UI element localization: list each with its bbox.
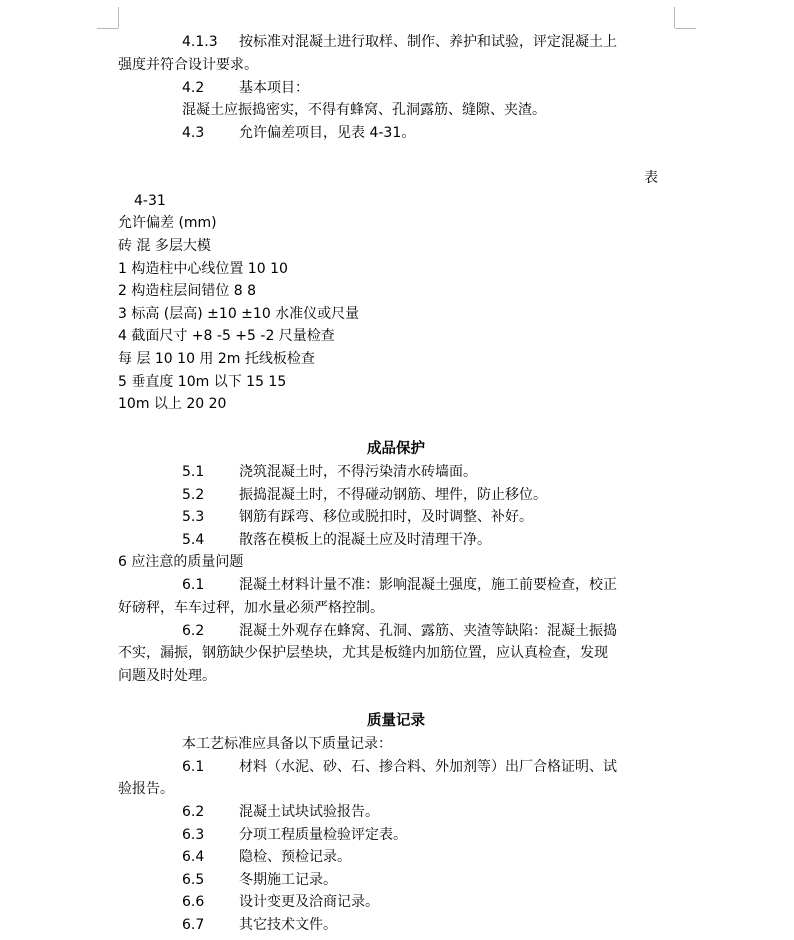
record-6-1	[118, 756, 617, 778]
table-line: 每 层 10 10 用 2m 托线板检查	[118, 351, 315, 367]
clause-number: 6.6	[182, 894, 205, 910]
record-6-5	[118, 869, 337, 891]
clause-text: 浇筑混凝土时，不得污染清水砖墙面。	[239, 464, 477, 480]
table-line: 5 垂直度 10m 以下 15 15	[118, 374, 287, 390]
paragraph-4-3	[118, 122, 415, 144]
clause-text: 基本项目：	[239, 80, 309, 96]
clause-text: 散落在模板上的混凝土应及时清理干净。	[239, 532, 491, 548]
clause-number: 6.7	[182, 917, 205, 933]
paragraph-4-2	[118, 77, 309, 99]
paragraph-6-2-cont: 不实，漏振，钢筋缺少保护层垫块，尤其是板缝内加筋位置，应认真检查，发现	[118, 645, 608, 661]
clause-text: 混凝土外观存在蜂窝、孔洞、露筋、夹渣等缺陷：混凝土振捣	[239, 623, 617, 639]
clause-number: 6.2	[182, 804, 205, 820]
clause-number: 5.4	[182, 532, 205, 548]
paragraph-5-1	[118, 461, 477, 483]
clause-text: 混凝土试块试验报告。	[239, 804, 379, 820]
crop-mark-top-left	[97, 28, 118, 29]
paragraph-5-2	[118, 484, 547, 506]
record-6-6	[118, 891, 379, 913]
clause-text: 冬期施工记录。	[239, 872, 337, 888]
clause-number: 6.5	[182, 872, 205, 888]
paragraph-4-1-3-cont: 强度并符合设计要求。	[118, 57, 258, 73]
crop-mark-top-right	[675, 28, 696, 29]
record-6-3	[118, 824, 407, 846]
clause-number: 4.1.3	[182, 34, 218, 50]
table-caption-number: 4-31	[134, 193, 166, 209]
clause-text: 振捣混凝土时，不得碰动钢筋、埋件，防止移位。	[239, 487, 547, 503]
clause-number: 5.2	[182, 487, 205, 503]
paragraph-5-4	[118, 529, 491, 551]
clause-number: 6.4	[182, 849, 205, 865]
paragraph-4-1-3	[118, 31, 617, 53]
record-6-7	[118, 914, 337, 936]
clause-text: 分项工程质量检验评定表。	[239, 827, 407, 843]
table-line: 10m 以上 20 20	[118, 396, 227, 412]
record-6-1-cont: 验报告。	[118, 781, 174, 797]
crop-mark-top-left	[118, 7, 119, 28]
paragraph-6-2	[118, 620, 617, 642]
clause-text: 允许偏差项目，见表 4-31。	[239, 125, 416, 141]
clause-text: 其它技术文件。	[239, 917, 337, 933]
table-caption-word: 表	[644, 170, 658, 186]
table-line: 允许偏差 (mm)	[118, 215, 217, 231]
table-line: 1 构造柱中心线位置 10 10	[118, 261, 288, 277]
clause-text: 按标准对混凝土进行取样、制作、养护和试验，评定混凝土上	[239, 34, 617, 50]
clause-number: 4.2	[182, 80, 205, 96]
table-line: 2 构造柱层间错位 8 8	[118, 283, 257, 299]
records-intro: 本工艺标准应具备以下质量记录：	[182, 736, 392, 752]
clause-number: 5.3	[182, 509, 205, 525]
clause-number: 6.2	[182, 623, 205, 639]
table-line: 砖 混 多层大模	[118, 238, 211, 254]
paragraph-4-2-body: 混凝土应振捣密实，不得有蜂窝、孔洞露筋、缝隙、夹渣。	[182, 102, 546, 118]
section-title-records: 质量记录	[367, 713, 425, 729]
section-heading-6: 6 应注意的质量问题	[118, 554, 244, 570]
clause-number: 6.3	[182, 827, 205, 843]
clause-number: 5.1	[182, 464, 205, 480]
clause-text: 设计变更及洽商记录。	[239, 894, 379, 910]
clause-text: 隐检、预检记录。	[239, 849, 351, 865]
paragraph-5-3	[118, 506, 533, 528]
section-title-protection: 成品保护	[367, 441, 425, 457]
clause-text: 混凝土材料计量不准：影响混凝土强度，施工前要检查，校正	[239, 577, 617, 593]
record-6-4	[118, 846, 351, 868]
table-line: 4 截面尺寸 +8 -5 +5 -2 尺量检查	[118, 328, 335, 344]
clause-text: 材料（水泥、砂、石、掺合料、外加剂等）出厂合格证明、试	[239, 759, 617, 775]
record-6-2	[118, 801, 379, 823]
clause-number: 4.3	[182, 125, 205, 141]
paragraph-6-2-cont: 问题及时处理。	[118, 668, 216, 684]
clause-text: 钢筋有踩弯、移位或脱扣时，及时调整、补好。	[239, 509, 533, 525]
crop-mark-top-right	[674, 7, 675, 28]
paragraph-6-1-cont: 好磅秤，车车过秤，加水量必须严格控制。	[118, 600, 384, 616]
table-line: 3 标高 (层高) ±10 ±10 水准仪或尺量	[118, 306, 360, 322]
clause-number: 6.1	[182, 577, 205, 593]
clause-number: 6.1	[182, 759, 205, 775]
paragraph-6-1	[118, 574, 617, 596]
